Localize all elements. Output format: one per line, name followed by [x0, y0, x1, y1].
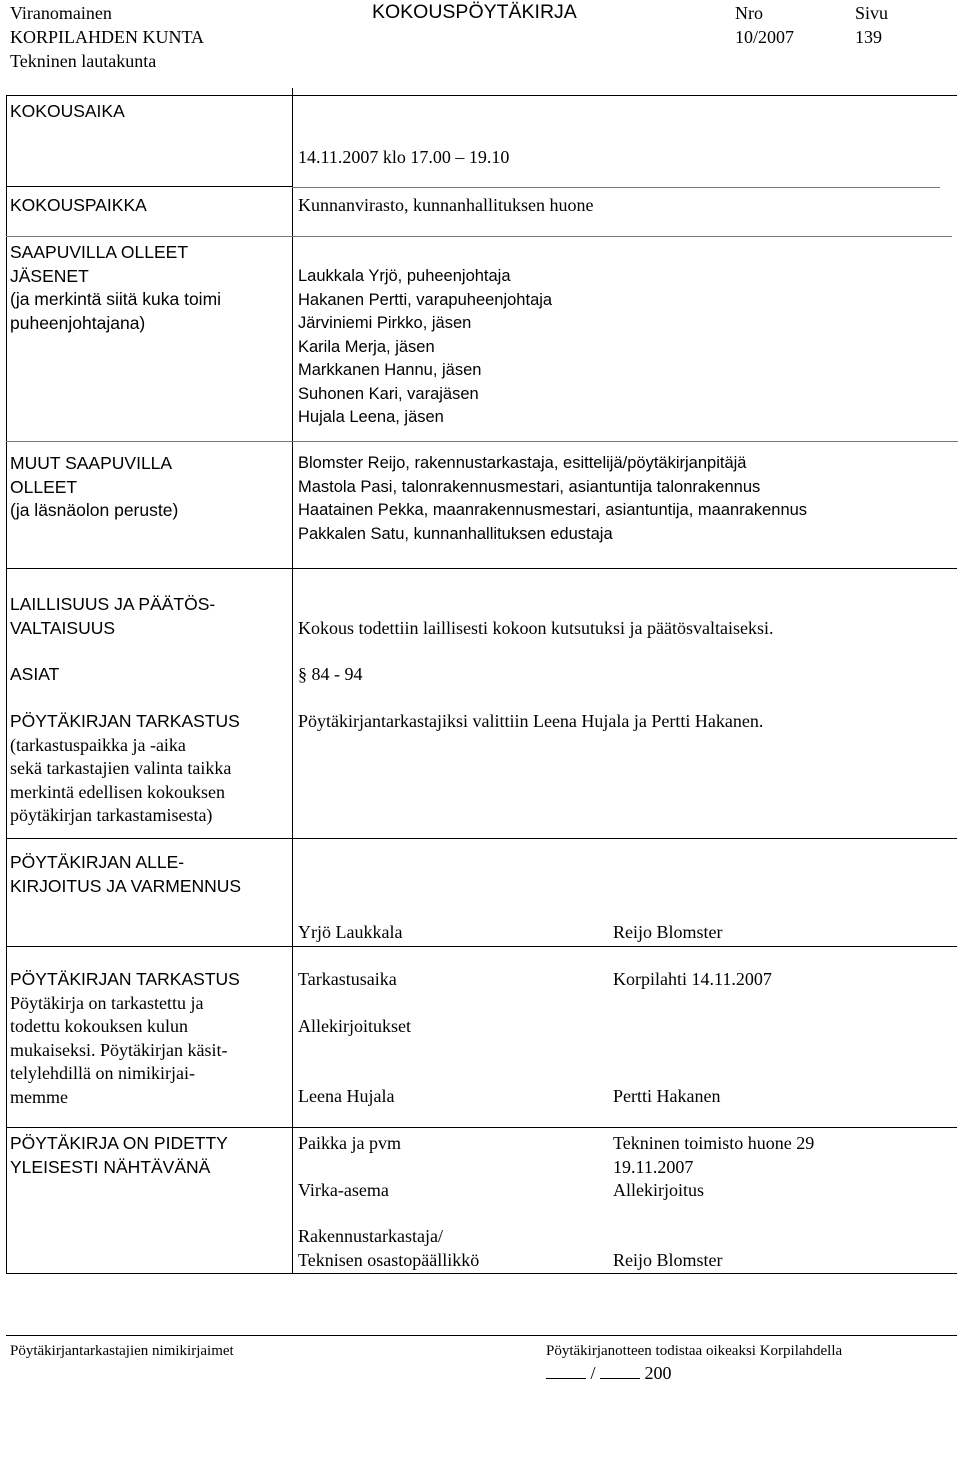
official-signer: Reijo Blomster	[613, 1250, 723, 1270]
meeting-time-value: 14.11.2007 klo 17.00 – 19.10	[298, 147, 510, 167]
list-item: Hujala Leena, jäsen	[298, 408, 444, 426]
list-item: Haatainen Pekka, maanrakennusmestari, asiantuntija, maanrakennus	[298, 501, 808, 519]
signature-label: Allekirjoitus	[613, 1180, 704, 1200]
meeting-place-value: Kunnanvirasto, kunnanhallituksen huone	[298, 195, 594, 215]
position-label: Virka-asema	[298, 1180, 389, 1200]
display-place-value: Tekninen toimisto huone 29 19.11.2007	[613, 1133, 815, 1177]
legality-value: Kokous todettiin laillisesti kokoon kutsutuksi ja päätösvaltaiseksi.	[298, 618, 774, 638]
display-place-label: Paikka ja pvm	[298, 1133, 401, 1153]
day-blank	[546, 1364, 586, 1379]
list-item: Järviniemi Pirkko, jäsen	[298, 314, 472, 332]
signatures-label: Allekirjoitukset	[298, 1016, 411, 1036]
number-label: Nro	[735, 3, 763, 23]
chairperson-signature: Yrjö Laukkala	[298, 922, 403, 942]
row-divider	[6, 186, 292, 187]
list-item: Laukkala Yrjö, puheenjohtaja	[298, 267, 511, 285]
inspection-label: PÖYTÄKIRJAN TARKASTUS Pöytäkirja on tarkastettu ja todettu kokouksen kulun mukaiseksi. Pöytäkirjan käsit- telylehdillä on nimikirjai- memme	[10, 969, 240, 1107]
month-blank	[600, 1364, 640, 1379]
row-divider	[6, 568, 957, 569]
list-item: Karila Merja, jäsen	[298, 337, 435, 356]
list-item: Mastola Pasi, talonrakennusmestari, asiantuntija talonrakennus	[298, 477, 761, 496]
present-members-label: SAAPUVILLA OLLEET JÄSENET (ja merkintä siitä kuka toimi puheenjohtajana)	[10, 242, 222, 333]
page-number: 139	[855, 27, 882, 47]
number-value: 10/2007	[735, 27, 795, 47]
row-divider	[6, 838, 957, 839]
certification-label: Pöytäkirjanotteen todistaa oikeaksi Korpilahdella	[546, 1343, 843, 1359]
inspector-name: Pertti Hakanen	[613, 1086, 721, 1106]
list-item: Markkanen Hannu, jäsen	[298, 361, 482, 379]
matters-value: § 84 - 94	[298, 664, 363, 684]
others-present-list	[298, 452, 807, 546]
certification-date-field: / 200	[546, 1362, 672, 1386]
meeting-time-label: KOKOUSAIKA	[10, 101, 125, 121]
list-item: Blomster Reijo, rakennustarkastaja, esittelijä/pöytäkirjanpitäjä	[298, 454, 747, 472]
list-item: Suhonen Kari, varajäsen	[298, 384, 479, 403]
minutes-check-value: Pöytäkirjantarkastajiksi valittiin Leena Hujala ja Pertti Hakanen.	[298, 711, 764, 731]
inspection-time-label: Tarkastusaika	[298, 969, 397, 989]
inspector-initials-label: Pöytäkirjantarkastajien nimikirjaimet	[10, 1343, 234, 1359]
public-display-label: PÖYTÄKIRJA ON PIDETTY YLEISESTI NÄHTÄVÄNÄ	[10, 1133, 228, 1177]
list-item: Pakkalen Satu, kunnanhallituksen edustaja	[298, 524, 613, 543]
column-divider	[292, 88, 293, 1274]
official-position: Rakennustarkastaja/ Teknisen osastopäällikkö	[298, 1226, 480, 1270]
legality-label: LAILLISUUS JA PÄÄTÖS- VALTAISUUS	[10, 594, 216, 638]
table-bottom-border	[6, 1273, 957, 1274]
secretary-signature: Reijo Blomster	[613, 922, 723, 942]
table-top-border	[6, 95, 957, 96]
row-divider	[292, 187, 940, 188]
minutes-check-label: PÖYTÄKIRJAN TARKASTUS (tarkastuspaikka ja -aika sekä tarkastajien valinta taikka merkintä edellisen kokouksen pöytäkirjan tarkastamisesta)	[10, 711, 240, 825]
list-item: Hakanen Pertti, varapuheenjohtaja	[298, 290, 553, 309]
row-divider	[6, 946, 957, 947]
document-title: KOKOUSPÖYTÄKIRJA	[372, 1, 577, 23]
inspector-name: Leena Hujala	[298, 1086, 395, 1106]
others-present-label: MUUT SAAPUVILLA OLLEET (ja läsnäolon peruste)	[10, 453, 179, 520]
row-divider	[6, 441, 958, 442]
signing-label: PÖYTÄKIRJAN ALLE- KIRJOITUS JA VARMENNUS	[10, 852, 242, 896]
present-members-list	[298, 265, 552, 430]
page-label: Sivu	[855, 3, 889, 23]
inspection-place-date: Korpilahti 14.11.2007	[613, 969, 772, 989]
row-divider	[6, 236, 952, 237]
footer-divider	[6, 1335, 957, 1336]
table-left-border	[6, 95, 7, 1274]
meeting-place-label: KOKOUSPAIKKA	[10, 195, 147, 215]
municipality-name: KORPILAHDEN KUNTA	[10, 27, 205, 47]
board-name: Tekninen lautakunta	[10, 51, 157, 71]
row-divider	[6, 1127, 957, 1128]
matters-label: ASIAT	[10, 664, 60, 684]
authority-label: Viranomainen	[10, 3, 112, 23]
